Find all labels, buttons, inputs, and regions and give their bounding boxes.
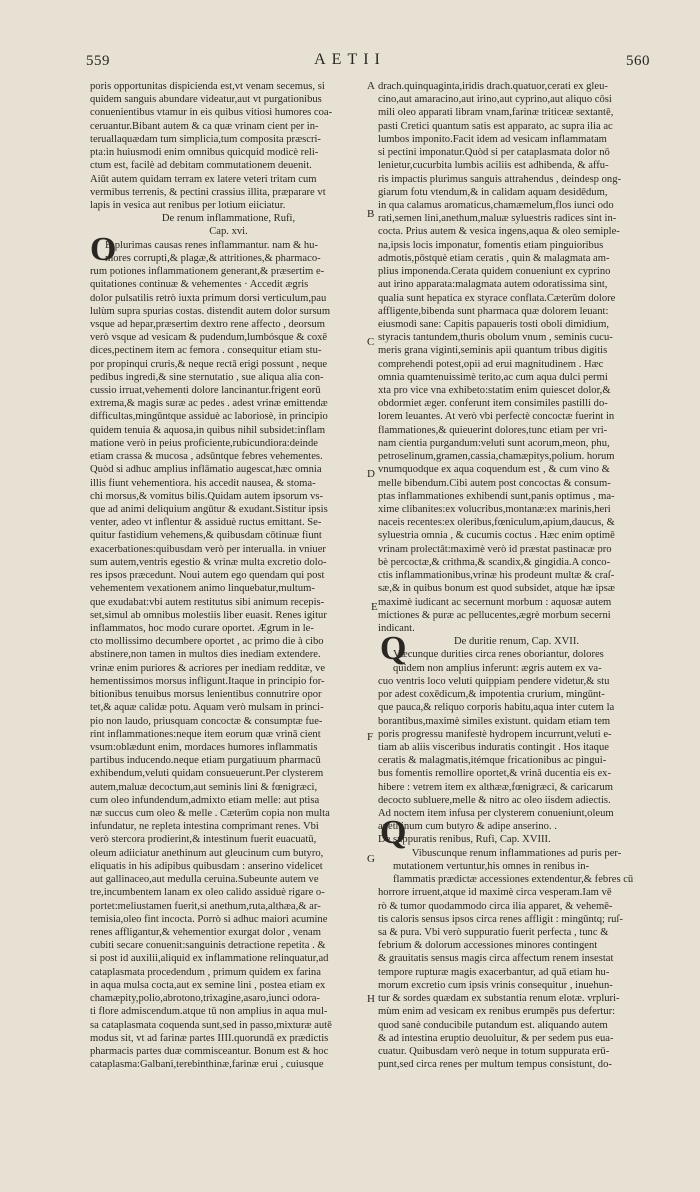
text-line: giarum fotu vtendum,& in calidam aquam desidēdum, — [378, 186, 608, 198]
text-line: bè percoctæ,& crithma,& scandix,& gingidia.A conco- — [378, 556, 611, 568]
text-line: portet:meliustamen fuerit,si anethum,ruta,althæa,& ar- — [90, 900, 321, 912]
text-line: modus sit, vt ad farinæ partes IIII.quorundā ex prædictis — [90, 1032, 329, 1044]
text-line: renes affligantur,& vehementior exurgat dolor , venam — [90, 927, 321, 938]
text-line: tet,& aquæ calidæ potu. Aquam verò mulsam in princi- — [90, 702, 324, 714]
text-line: hibere : vetrem item ex althææ,fœnigræci, & caricarum — [378, 781, 614, 793]
text-line: quidem tenuia & aquosa,in quibus nihil subsidet:inflam — [90, 424, 326, 436]
text-line: xime clibanites:ex volucribus,montanæ:ex marinis,heri — [378, 504, 611, 515]
text-line: naceis recentes:ex oleribus,fœniculum,apium,daucus, & — [378, 517, 615, 529]
text-line: aut gallinaceo,aut medulla ceruina.Subeunte autem ve — [90, 874, 319, 886]
text-line: cussio irruat,vehementi dolore lancinantur.frigent eorū — [90, 385, 321, 397]
text-line: aut irino apparata:malagmata autem odoratissima sint, — [378, 279, 608, 291]
text-line: matione verò in peius proficiente,rubicundiora:deinde — [90, 437, 318, 449]
text-line: exhibendum,veluti quidam consueuerunt.Per clysterem — [90, 768, 324, 780]
text-line: vrinam prolectāt:maximè verò id præstat pastinacæ pro — [378, 543, 612, 555]
text-line: infundatur, ne repleta intestina comprimant renes. Vbi — [90, 821, 319, 833]
text-line: lorem leuantes. At verò vbi perfectè concoctæ fuerint in — [378, 411, 615, 423]
text-line: lapis in vesica aut renibus per lotium eiiciatur. — [90, 199, 286, 211]
text-line: por propinqui cruris,& neque rectā erigi possunt , neque — [90, 358, 328, 370]
text-line: cataplasmata procedendum , primum quidem ex farina — [90, 966, 321, 978]
text-line: mores corrupti,& plagæ,& attritiones,& pharmaco- — [105, 252, 321, 264]
text-line: obdormiet æger. conferunt item consimiles pastilli do- — [378, 398, 608, 410]
text-line: cuo ventris loco veluti quippiam pendere videtur,& stu — [378, 675, 610, 687]
margin-letter-e: E — [371, 601, 378, 613]
text-line: ris impactis plurimus sanguis attrahendus , deindesp ong- — [378, 173, 622, 185]
text-line: eliquatis in his adipibus quibusdam : anserino videlicet — [90, 860, 323, 872]
text-line: De duritie renum, Cap. XVII. — [453, 636, 580, 648]
text-line: temisia,oleo fint incocta. Porrò si adhuc maiori acumine — [90, 913, 328, 925]
text-line: petroselinum,gramen,cassia,chamæpitys,polium. horum — [378, 451, 615, 463]
text-line: rati,semen lini,anethum,maluæ syluestris radices sint in- — [378, 213, 617, 225]
text-line: rum potiones inflammationem generant,& præsertim e- — [90, 266, 325, 278]
text-line: comprehendi potest,opii ad erui magnitudinem . Hæc — [378, 358, 604, 370]
text-line: exacerbationes:quibusdam verò per interualla. in vniuer — [90, 543, 326, 555]
text-line: Ad noctem item infusa per clysterem conueniunt,oleum — [378, 808, 614, 820]
text-line: abstinere,non tamen in multos dies inediam extendere. — [90, 649, 321, 661]
text-line: hementissimos morsus infligunt.Itaque in principio for- — [90, 675, 325, 687]
text-line: oleum adiiciatur anethinum aut gleucinum cum butyro, — [90, 847, 324, 859]
text-line: flammatis prædictæ accessiones extendentur,& febres cū — [393, 874, 634, 886]
text-line: cubiti secare conuenit:sanguinis detractione repetita . & — [90, 940, 326, 952]
text-line: na,ipsis locis imponatur, fomentis etiam pinguioribus — [378, 239, 604, 251]
folio-left: 559 — [86, 53, 110, 69]
drop-initial-q-2: Q — [380, 814, 407, 851]
left-column — [90, 80, 367, 1071]
text-line: lumbos imponito.Facit idem ad vesicam inflammatam — [378, 133, 607, 145]
text-line: De suppuratis renibus, Rufi, Cap. XVIII. — [378, 834, 551, 846]
text-line: cto mollissimo decumbere oportet , ac primo die à cibo — [90, 636, 324, 648]
text-line: febrium & dolorum accessiones minores contingent — [378, 940, 598, 952]
text-line: set,simul ab omnibus molestiis liber euasit. Renes igitur — [90, 609, 327, 621]
text-line: Quòd si adhuc amplius inflāmatio augescat,hæc omnia — [90, 464, 322, 476]
text-line: omnia quamtenuissimè terito,ac cum aqua dulci permi — [378, 371, 608, 383]
text-line: Vibuscunque renum inflammationes ad puris per- — [411, 847, 622, 859]
text-line: poris opportunitas dispicienda est,vt venam secemus, si — [90, 81, 325, 92]
margin-letter-g: G — [367, 853, 375, 865]
text-line: lulùm supra spurias costas. distendit autem dolor sursum — [90, 305, 331, 317]
text-line: vermibus terrenis, & pectini crassius illita, præparare vt — [90, 186, 326, 198]
text-line: cum oleo infundendum,admixto etiam melle: aut ptisa — [90, 794, 320, 806]
text-line: mùm enim ad vesicam ex renibus erumpēs pus defertur: — [378, 1006, 616, 1018]
text-line: syluestria omnia , & cucumis coctus . Hæc enim optimē — [378, 530, 615, 542]
text-line: quidem non amplius inferunt: ægris autem ex va- — [393, 662, 602, 674]
text-line: vnumquodque ex aqua coquendum est , & cum vino & — [378, 464, 610, 476]
text-line: sæ,& in quibus bonum est quod subsidet, atque hæ ipsæ — [378, 583, 615, 595]
text-line: qualia sunt hepatica ex styrace conflata.Cæterūm dolore — [378, 292, 616, 304]
text-line: si post id auxilii,aliquid ex inflammatione relinquatur,ad — [90, 953, 329, 965]
text-line: Væcunque durities circa renes oboriantur, dolores — [393, 649, 604, 661]
text-line: tiam ab aliis visceribus induratis contingit . Hos itaque — [378, 741, 609, 753]
text-line: ceratis & malagmatis,itémque fricationibus ac pingui- — [378, 755, 607, 767]
text-line: ctum est, facilè ad debitam commutationem deuenit. — [90, 160, 312, 172]
text-line: inflammatos, hoc modo curare oportet. Ægrum in le- — [90, 622, 314, 634]
text-line: tempore rupturæ magis exacerbantur, ad quā etiam hu- — [378, 966, 610, 978]
text-line: rò & tumor quodammodo circa ilia apparet, & vehemē- — [378, 900, 613, 912]
drop-initial-o: O — [90, 231, 117, 268]
margin-letter-c: C — [367, 336, 375, 348]
text-line: ctis inflammationibus,vrinæ his prodeunt multæ & craſ- — [378, 570, 615, 582]
text-line: drach.quinquaginta,iridis drach.quatuor,cerati ex gleu- — [378, 81, 608, 92]
text-line: bitionibus tenuibus morsus lenientibus connutrire opor — [90, 689, 322, 701]
text-line: maximè iudicant ac secernunt morbum : aquosæ autem — [378, 596, 612, 608]
text-line: Aiūt autem quidam terram ex latere veteri tritam cum — [90, 173, 317, 185]
text-line: mutationem vertuntur,his omnes in renibus in- — [393, 860, 590, 872]
text-line: B plurimas causas renes inflammantur. nam & hu- — [105, 239, 319, 251]
text-line: chamæpity,polio,abrotono,trixagine,asaro,iunci odora- — [90, 993, 320, 1005]
folio-right: 560 — [626, 53, 650, 69]
margin-letter-d: D — [367, 468, 375, 480]
right-column — [378, 80, 655, 1071]
text-line: pasti Cretici quantum satis est apparato, ac supra ilia ac — [378, 120, 613, 132]
text-line: autem,maluæ decoctum,aut seminis lini & fœnigræci, — [90, 781, 318, 793]
text-line: morum excretio cum ipsis vrinis consequitur , inuehun- — [378, 979, 613, 991]
text-line: extrema,& magis suræ ac pedes . adest vrinæ emittendæ — [90, 398, 328, 410]
text-line: cataplasma:Galbani,terebinthinæ,farinæ erui , cuiusque — [90, 1059, 324, 1071]
text-line: teruallaquædam tum simplicia,tum composita præscri- — [90, 133, 321, 145]
text-line: partibus inducendo.neque etiam purgatiuum pharmacū — [90, 755, 321, 767]
text-line: næ succus cum oleo & melle . Cæterūm copia non multa — [90, 808, 330, 820]
text-line: in qua calamus aromaticus,chamæmelum,flos iunci odo — [378, 199, 614, 211]
text-line: admotis,pōstquè etiam ceratis , quin & malagmata am- — [378, 252, 610, 264]
text-line: Cap. xvi. — [209, 226, 248, 238]
text-line: quidem sanguis abundare videatur,aut vt purgationibus — [90, 94, 322, 106]
text-line: tur & sordes quædam ex substantia renum elotæ. vrpluri- — [378, 993, 620, 1005]
text-line: styracis tantundem,thuris obolum vnum , seminis cucu- — [378, 332, 613, 344]
text-line: affligente,bibenda sunt pharmaca quæ dolorem leuant: — [378, 305, 609, 317]
text-line: que ad animi deliquium angūtur & exudant.Sistitur ipsis — [90, 504, 328, 515]
text-line: cino,aut amaracino,aut irino,aut cyprino,aut aliquo cōsi — [378, 94, 612, 106]
text-line: vsum:oblædunt enim, mordaces humores inflammatis — [90, 741, 318, 753]
text-line: eiusmodi sane: Capitis papaueris tosti oboli dimidium, — [378, 318, 609, 330]
text-line: pharmacis partes duæ commisceantur. Bonum est & hoc — [90, 1045, 329, 1057]
text-line: mictiones & puræ ac pellucentes,ægrè morbum secerni — [378, 609, 611, 621]
text-line: poris progressu manifestè hydropem incurrunt,veluti e- — [378, 728, 612, 740]
text-line: conuenientibus vtamur in eis quibus vitiosi humores coa- — [90, 107, 333, 119]
margin-letter-b: B — [367, 208, 375, 220]
text-line: quod sanè conducibile putandum est. aliquando autem — [378, 1019, 608, 1031]
text-line: pio non laudo, priusquam concoctæ & consumptæ fue- — [90, 715, 323, 727]
text-line: tre,incumbentem lanam ex oleo calido assiduè rigare o- — [90, 887, 325, 899]
text-line: chi morsus,& vomitus bilis.Quidam autem ipsorum vs- — [90, 490, 324, 502]
text-line: verò vsque ad vesicam & pudendum,lumbósque & coxē — [90, 332, 328, 344]
text-line: venter, adeo vt inflentur & assiduè ructus emittant. Se- — [90, 517, 322, 529]
margin-letter-a: A — [367, 80, 375, 92]
text-line: sum autem,ventris egestio & vrinæ multa excretio dolo- — [90, 556, 327, 568]
text-line: quitur fastidium vehemens,& quibusdam cōtinuæ fiunt — [90, 530, 322, 542]
text-line: que exudabat:vbi autem restitutus sibi animum recepis- — [90, 596, 325, 608]
text-line: si pectini imponatur.Quòd si per cataplasmata dolor nō — [378, 147, 610, 159]
text-line: vehementem vexationem animo linquebatur,multum- — [90, 583, 315, 595]
text-line: verò stercora prodierint,& intestinum fuerit euacuatū, — [90, 834, 317, 846]
text-line: horrore irruent,atque id maximè circa vesperam.Iam vē — [378, 887, 612, 899]
text-line: plius imponenda.Cerata quidem conueniunt ex cyprino — [378, 266, 611, 278]
text-line: De renum inflammatione, Rufi, — [161, 213, 296, 225]
text-line: tis caloris sensus ipsos circa renes affligit : mingūntq; ruſ- — [378, 913, 623, 925]
text-line: sa & pura. Vbi verò suppuratio fuerit perfecta , tunc & — [378, 927, 609, 938]
text-line: illis fiunt vehementiora. his accedit nausea, & stoma- — [90, 477, 316, 489]
text-line: meris grana viginti,seminis apii quantum tribus digitis — [378, 345, 608, 357]
text-line: cuatur. Quibusdam verò neque in totum suppurata erū- — [378, 1045, 610, 1057]
text-line: xta pro vice vna exhibeto:statim enim quiescet dolor,& — [378, 385, 611, 397]
text-line: rint inflammationes:neque item eorum quæ vrinā cient — [90, 728, 321, 740]
text-line: anethinum cum butyro & adipe anserino. . — [378, 821, 557, 833]
text-line: ptas inflammationes exhibendi sunt,panis optimus , ma- — [378, 490, 615, 502]
text-line: res ipsos præcedunt. Noui autem ego quendam qui post — [90, 570, 325, 582]
text-line: borantibus,maximè similes existunt. quidam etiam tem — [378, 715, 611, 727]
text-line: in aqua mulsa cocta,aut ex semine lini , postea etiam ex — [90, 979, 326, 991]
margin-letter-h: H — [367, 993, 375, 1005]
text-line: por adest coxēdicum,& impotentia crurium, mingūnt- — [378, 689, 605, 701]
drop-initial-q: Q — [380, 630, 407, 667]
text-line: vsque ad hepar,præsertim dextro rene affecto , deorsum — [90, 318, 326, 330]
text-line: ceruantur.Bibant autem & ca quæ vrinam cient per in- — [90, 120, 319, 132]
margin-letter-f: F — [367, 731, 374, 743]
text-line: lenietur,cucurbita lumbis aciliis est adhibenda, & affu- — [378, 160, 609, 172]
text-line: difficultas,mingūntque assiduè ac laboriosè, in principio — [90, 411, 328, 423]
text-line: pta:in huiusmodi enim omnibus quicquid modicè reli- — [90, 147, 319, 159]
text-line: mili oleo apparati libram vnam,farinæ triticeæ sextantē, — [378, 107, 614, 119]
text-line: & ad intestina eruptio deuoluitur, & per sedem pus eua- — [378, 1032, 614, 1044]
text-line: flammationes,& quieuerint dolores,tunc etiam per vri- — [378, 424, 608, 436]
text-line: & grauitatis sensus magis circa affectum renem insestat — [378, 953, 614, 965]
text-line: dices,pectinem item ac femora . consequitur etiam stu- — [90, 345, 322, 357]
text-line: cocta. Prius autem & vesica ingens,aqua & oleo semiple- — [378, 226, 620, 238]
text-line: nam cientia purgandum:veluti sunt acorum,meon, phu, — [378, 437, 610, 449]
text-line: bus fomentis remollire oportet,& vrinā ducentia eis ex- — [378, 768, 611, 780]
text-line: pedibus ingredi,& sine sternutatio , sue aliqua alia con- — [90, 371, 324, 383]
text-line: sa cataplasmata coquenda sunt,sed in passo,mixturæ autē — [90, 1019, 332, 1031]
text-line: dolor pulsatilis retrò iuxta primum dorsi verticulum,pau — [90, 292, 327, 304]
text-line: quitationes continuæ & vehementes · Accedit ægris — [90, 279, 309, 291]
text-line: vrinæ enim puriores & acriores per inediam redditæ, ve — [90, 662, 326, 674]
text-line: punt,sed circa renes per multum tempus consistunt, do- — [378, 1059, 612, 1071]
text-line: ti flore admiscendum.atque tū non amplius in aqua mul- — [90, 1006, 328, 1018]
text-line: decocto subluere,melle & nitro ac oleo iisdem adiectis. — [378, 794, 611, 806]
text-line: indicant. — [378, 622, 415, 634]
text-line: que pauca,& reliquo corporis habitu,aqua inter cutem la — [378, 702, 615, 714]
text-line: melle bibendum.Cibi autem post concoctas & consum- — [378, 477, 611, 489]
text-line: etiam crassa & mucosa , adsūntque febres vehementes. — [90, 451, 323, 463]
running-head: AETII — [314, 51, 386, 68]
